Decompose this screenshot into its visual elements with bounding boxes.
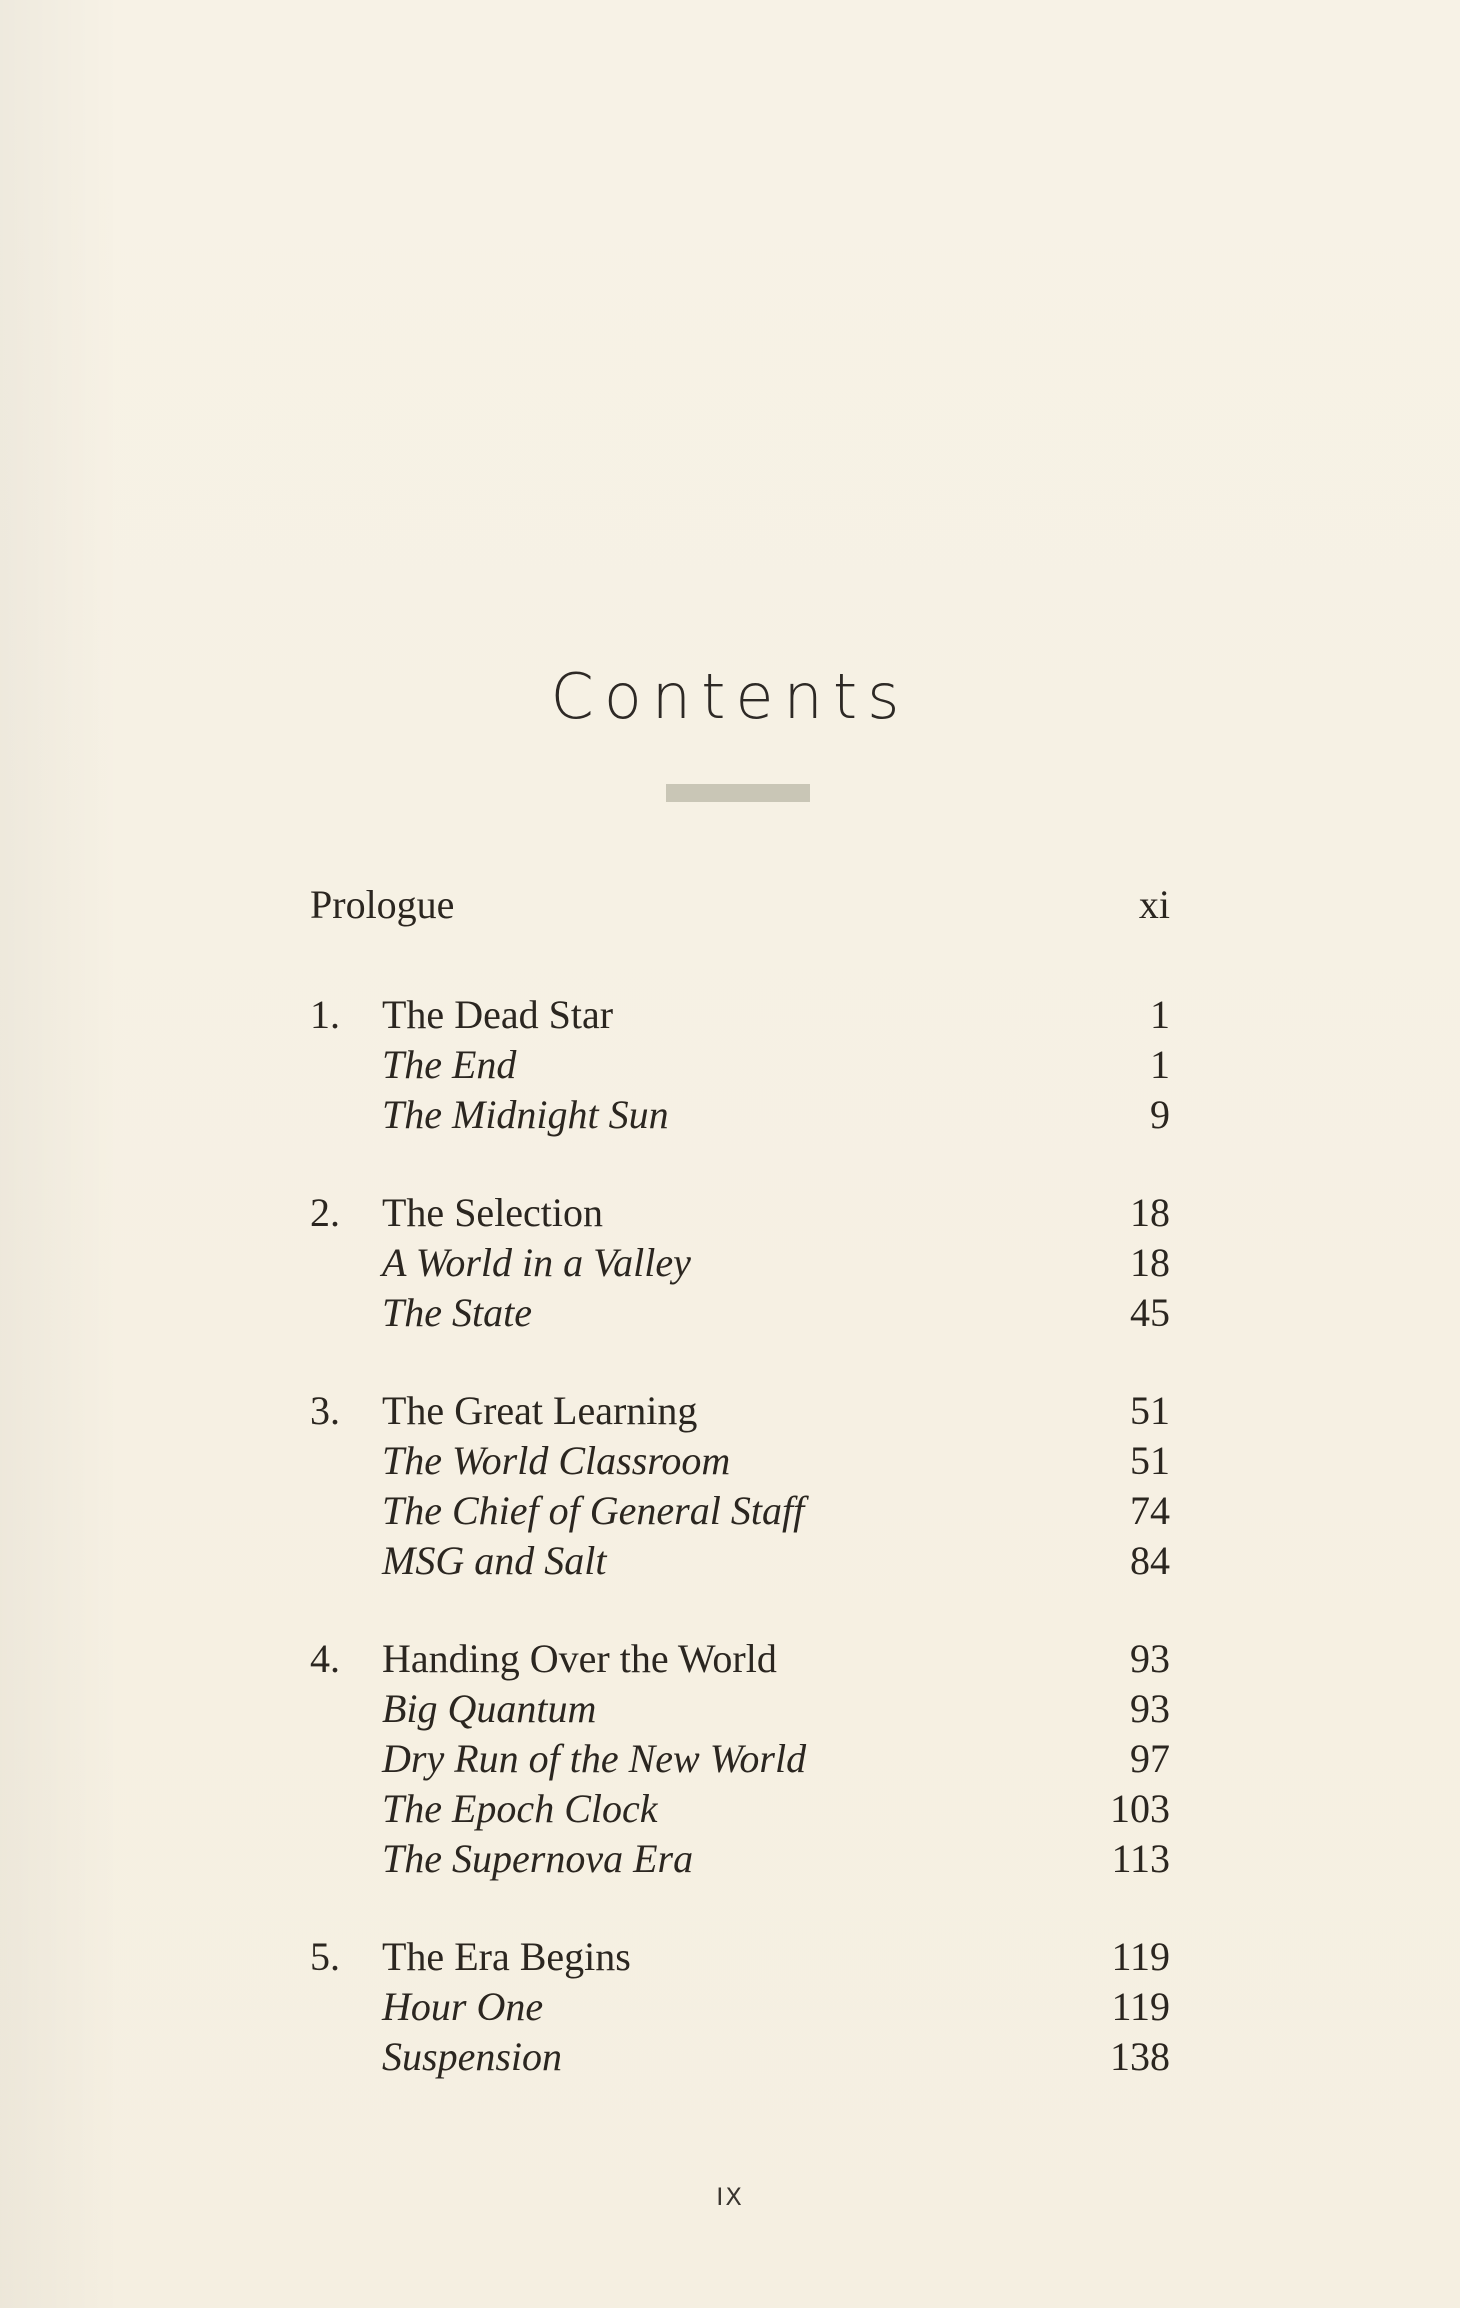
- toc-section: [310, 1834, 1170, 1884]
- section-page: 18: [1130, 1240, 1170, 1285]
- chapter-heading: [310, 1386, 1170, 1436]
- toc-section: [310, 1288, 1170, 1338]
- section-title: Hour One: [382, 1984, 544, 2029]
- section-page: 103: [1110, 1786, 1170, 1831]
- section-title: The Supernova Era: [382, 1836, 694, 1881]
- chapter-page: 18: [1130, 1190, 1170, 1235]
- chapter-page: 93: [1130, 1636, 1170, 1681]
- toc-section: [310, 1684, 1170, 1734]
- section-title: The World Classroom: [382, 1438, 731, 1483]
- prologue-label: Prologue: [310, 882, 455, 927]
- chapter-page: 1: [1150, 992, 1170, 1037]
- toc-section: [310, 1238, 1170, 1288]
- toc-section: [310, 1734, 1170, 1784]
- chapter-title: The Dead Star: [382, 992, 614, 1037]
- section-page: 113: [1111, 1836, 1170, 1881]
- section-title: A World in a Valley: [382, 1240, 691, 1285]
- toc-entry-prologue: [310, 880, 1170, 930]
- chapter-number: 4.: [310, 1636, 340, 1681]
- toc-chapter-5: [310, 1932, 1170, 2082]
- toc-section: [310, 1982, 1170, 2032]
- section-page: 97: [1130, 1736, 1170, 1781]
- chapter-heading: [310, 1932, 1170, 1982]
- section-page: 119: [1111, 1984, 1170, 2029]
- page-number: IX: [716, 2183, 744, 2211]
- section-page: 45: [1130, 1290, 1170, 1335]
- section-page: 93: [1130, 1686, 1170, 1731]
- section-title: Suspension: [382, 2034, 562, 2079]
- table-of-contents: [310, 880, 1170, 2130]
- chapter-page: 119: [1111, 1934, 1170, 1979]
- toc-section: [310, 1040, 1170, 1090]
- section-title: The End: [382, 1042, 517, 1087]
- section-page: 138: [1110, 2034, 1170, 2079]
- title-rule: [666, 784, 810, 802]
- toc-section: [310, 1436, 1170, 1486]
- section-page: 9: [1150, 1092, 1170, 1137]
- chapter-heading: [310, 990, 1170, 1040]
- chapter-title: Handing Over the World: [382, 1636, 777, 1681]
- section-page: 84: [1130, 1538, 1170, 1583]
- chapter-page: 51: [1130, 1388, 1170, 1433]
- toc-chapter-1: [310, 990, 1170, 1140]
- toc-section: [310, 1486, 1170, 1536]
- toc-section: [310, 1536, 1170, 1586]
- chapter-number: 1.: [310, 992, 340, 1037]
- toc-chapter-3: [310, 1386, 1170, 1586]
- chapter-heading: [310, 1634, 1170, 1684]
- section-page: 74: [1130, 1488, 1170, 1533]
- section-title: The State: [382, 1290, 532, 1335]
- section-page: 51: [1130, 1438, 1170, 1483]
- chapter-title: The Era Begins: [382, 1934, 631, 1979]
- prologue-page: xi: [1138, 882, 1170, 927]
- toc-section: [310, 1784, 1170, 1834]
- chapter-title: The Selection: [382, 1190, 604, 1235]
- section-title: The Epoch Clock: [382, 1786, 658, 1831]
- toc-chapter-2: [310, 1188, 1170, 1338]
- section-title: The Chief of General Staff: [382, 1488, 805, 1533]
- toc-section: [310, 1090, 1170, 1140]
- chapter-number: 3.: [310, 1388, 340, 1433]
- section-page: 1: [1150, 1042, 1170, 1087]
- section-title: MSG and Salt: [382, 1538, 607, 1583]
- chapter-title: The Great Learning: [382, 1388, 698, 1433]
- chapter-number: 5.: [310, 1934, 340, 1979]
- chapter-number: 2.: [310, 1190, 340, 1235]
- section-title: The Midnight Sun: [382, 1092, 669, 1137]
- page-title: Contents: [550, 660, 910, 733]
- section-title: Big Quantum: [382, 1686, 597, 1731]
- toc-section: [310, 2032, 1170, 2082]
- chapter-heading: [310, 1188, 1170, 1238]
- section-title: Dry Run of the New World: [382, 1736, 807, 1781]
- toc-chapter-4: [310, 1634, 1170, 1884]
